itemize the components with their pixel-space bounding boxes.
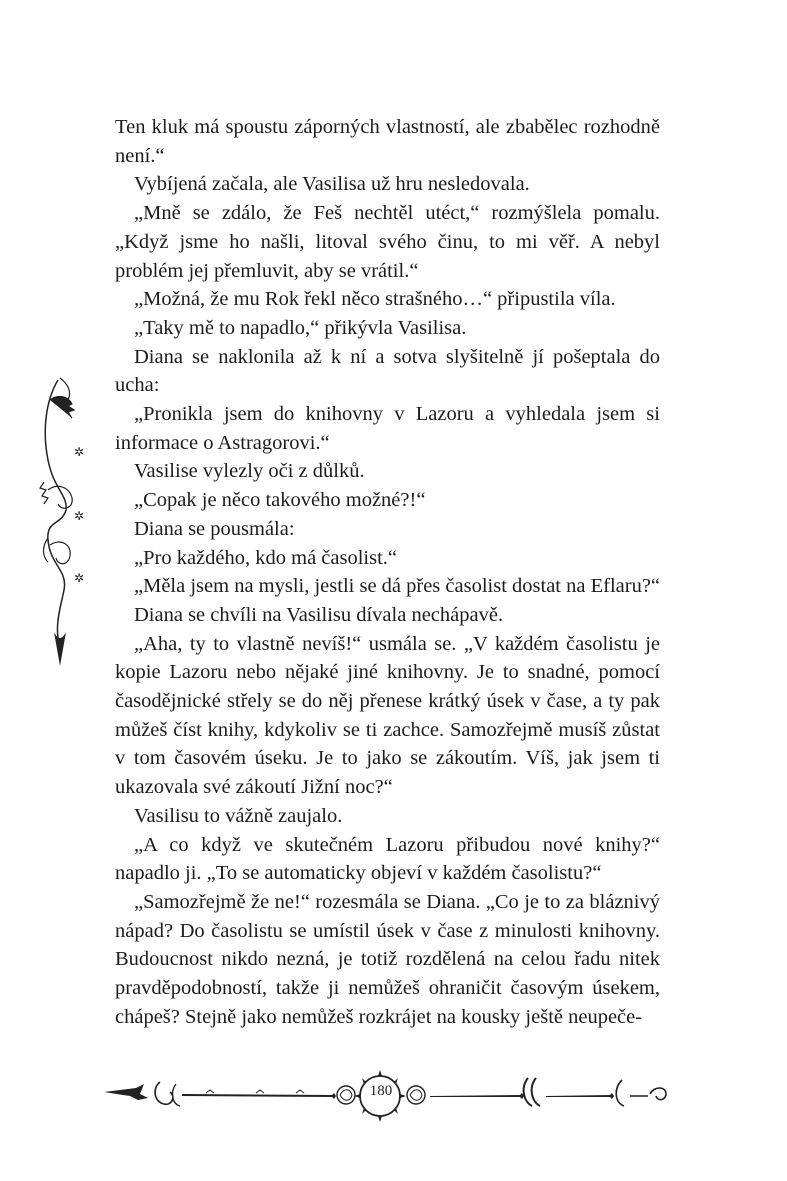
svg-text:✲: ✲: [74, 445, 85, 459]
left-margin-ornament: [28, 370, 88, 670]
paragraph: Diana se pousmála:: [134, 517, 295, 540]
paragraph: „A co když ve skutečném Lazoru přibudou nové knihy?“ napadlo ji. „To se automaticky objeví v každém časolistu?“: [115, 833, 660, 885]
paragraph: „Taky mě to napadlo,“ přikývla Vasilisa.: [134, 316, 467, 339]
paragraph: „Aha, ty to vlastně nevíš!“ usmála se. „V každém časolistu je kopie Lazoru nebo nějaké jiné knihovny. Je to snadné, pomocí časodějnické střely se do něj přenese krátký úsek v čase, a ty pak můžeš číst knihy, kdykoliv se ti zachce. Samozřejmě musíš zůstat v tom časovém úseku. Je to jako se zákoutím. Víš, jak jsem ti ukazovala své zákoutí Jižní noc?“: [115, 632, 660, 799]
paragraph: Vasilise vylezly oči z důlků.: [134, 460, 365, 483]
paragraph: Vybíjená začala, ale Vasilisa už hru nesledovala.: [134, 173, 530, 196]
paragraph: „Pronikla jsem do knihovny v Lazoru a vyhledala jsem si informace o Astragorovi.“: [115, 403, 660, 454]
paragraph: „Měla jsem na mysli, jestli se dá přes časolist dostat na Eflaru?“: [134, 575, 661, 598]
paragraph: Diana se chvíli na Vasilisu dívala nechápavě.: [134, 603, 504, 626]
svg-text:✲: ✲: [74, 509, 85, 523]
paragraph: „Samozřejmě že ne!“ rozesmála se Diana. „Co je to za bláznivý nápad? Do časolistu se umístil úsek v čase z minulosti knihovny. Budoucnost nikdo nezná, je totiž rozdělená na celou řadu nitek pravděpodobností, takže ji nemůžeš ohraničit časovým úsekem, chápeš? Stejně jako nemůžeš rozkrájet na kousky ještě neupeče-: [115, 890, 660, 1028]
page-number: 180: [369, 1083, 393, 1099]
paragraph: „Pro každého, kdo má časolist.“: [134, 546, 398, 569]
paragraph: „Možná, že mu Rok řekl něco strašného…“ připustila víla.: [134, 288, 616, 311]
paragraph: „Copak je něco takového možné?!“: [134, 489, 426, 512]
paragraph: Diana se naklonila až k ní a sotva slyšitelně jí pošeptala do ucha:: [115, 345, 660, 397]
svg-text:✲: ✲: [74, 571, 85, 585]
paragraph: „Mně se zdálo, že Feš nechtěl utéct,“ rozmýšlela pomalu. „Když jsme ho našli, litoval svého činu, to mi věř. A nebyl problém jej přemluvit, aby se vrátil.“: [115, 202, 660, 282]
paragraph: Vasilisu to vážně zaujalo.: [134, 804, 343, 827]
body-text: [115, 113, 660, 1032]
paragraph: Ten kluk má spoustu záporných vlastností, ale zbabělec rozhodně není.“: [115, 116, 660, 167]
